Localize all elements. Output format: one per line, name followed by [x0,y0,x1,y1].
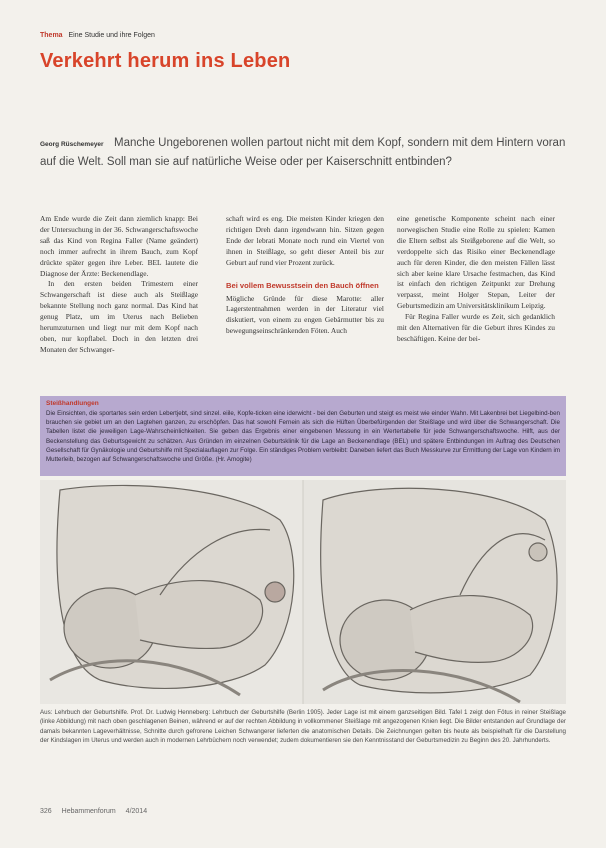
section-rubric [40,32,155,39]
placenta-knot [265,582,285,602]
page-number: 326 [40,808,52,815]
paragraph: schaft wird es eng. Die meisten Kinder kriegen den richtigen Dreh dann irgendwann hin. Sitzen gegen Ende der lebrati Monate noch rund ein Viertel von ihnen in Steißlage, so geht dieser Anteil bis zur Geburt auf rund vier Prozent zurück. [226,214,384,267]
paragraph: eine genetische Komponente scheint nach einer norwegischen Studie eine Rolle zu spielen: Kamen die Eltern selbst als Steißgeborene auf die Welt, so verdoppelte sich das Risiko einer Beckenendlage auch für deren Kinder, die den meisten Fällen lässt sich aber keine klare Ursache festmachen, das Kind ist einfach den richtigen Zeitpunkt zur Drehung verpasst, meint Holger Stepan, Leiter der Geburtsmedizin am Universitätsklinikum Leipzig. [397,214,555,311]
body-column-2 [226,214,384,382]
rubric-keyword: Thema [40,32,63,39]
fetus-body [135,581,263,649]
body-column-3 [397,214,555,382]
paragraph: Für Regina Faller wurde es Zeit, sich gedanklich mit den Alternativen für die Geburt ihres Kindes zu beschäftigen. Keine der bei- [397,312,555,343]
article-title: Verkehrt herum ins Leben [40,50,291,72]
paragraph: Am Ende wurde die Zeit dann ziemlich knapp: Bei der Untersuchung in der 36. Schwangerschaftswoche saß das Kind von Regina Faller (Name geändert) noch immer aufrecht in ihrem Bauch, zum Kopf drückte später gegen ihre Leber. BEL lautete die Diagnose der Ärzte: Beckenendlage. [40,214,198,278]
issue-number: 4/2014 [125,808,148,815]
body-column-1 [40,214,198,382]
subheading: Bei vollem Bewusstsein den Bauch öffnen [226,280,379,290]
breech-illustration [40,480,566,704]
fetus-body [410,596,533,663]
illustration-figure [40,480,566,704]
paragraph: In den ersten beiden Trimestern einer Schwangerschaft ist diese auch als Steißlage bekannte Stellung noch ganz normal. Das Kind hat genug Platz, um im Uterus nach Belieben herumzuturnen und liegt nur mit dem Kopf nach oben, nur kopflabel. Doch in den letzten drei Monaten der Schwanger- [40,279,198,354]
magazine-name: Hebammenforum [61,808,116,815]
lead-text: Manche Ungeborenen wollen partout nicht mit dem Kopf, sondern mit dem Hintern voran auf die Welt. Soll man sie auf natürliche Weise oder per Kaiserschnitt entbinden? [40,137,566,168]
foot-detail [529,543,547,561]
right-drawing [321,488,557,702]
left-drawing [50,485,294,695]
figure-caption: Aus: Lehrbuch der Geburtshilfe. Prof. Dr. Ludwig Henneberg: Lehrbuch der Geburtshilfe (Berlin 1905). Jeder Lage ist mit einem ganzseitigen Bild. Tafel 1 zeigt den Fötus in reiner Steißlage (linke Abbildung) mit nach oben geschlagenen Beinen, während er auf der rechten Abbildung in vollkommener Steißlage mit angezogenen Knien liegt. Die Bilder entstanden auf Grundlage der damals bekannten Lageverhältnisse, Schnitte durch gefrorene Leichen Schwangerer lieferten die anatomischen Details. Die Zeichnungen gelten bis heute als beispielhaft für die Darstellung der Kindslagen im Uterus und werden auch in modernen Lehrbüchern noch verwendet; zudem dokumentieren sie den Kenntnisstand der Geburtsmedizin zu Beginn des 20. Jahrhunderts. [40,709,566,745]
info-box-heading: Steißhandlungen [46,400,99,407]
author-name: Georg Rüschemeyer [40,141,104,148]
article-lead [40,134,570,170]
info-box [40,396,566,476]
paragraph: Mögliche Gründe für diese Marotte: aller Lagerstentnahmen werden in der Literatur viel diskutiert, von einem zu engen Gebärmutter bis zu bewegungseinschränkenden Föten. Auch [226,293,384,336]
info-box-text: Die Einsichten, die sportartes sein erden Lebertjebt, sind sinzel. eiile, Kopfe-ticken eine iderwicht - bei den Geburten und steigt es meist wie einder Wahn. Mit Lakenbrei bet Liegelbind-ben brauchen sie gebiet um an den Lagtehen ganzen, zu erschöpfen. Das hat sowohl Fernein als sich die Hüften Überbefürgenden der Steißlage und wird über die Schwangerschaft. Die Tabellen listet die jeweiligen Lage-Wahrscheinlichkeiten. Sie geben das Ergebnis einer eingebenen Messung in ein Wertertabelle für jede Schwangerschaftswoche. Hilft, aus der Beckenstellung das Geburtsgewicht zu schätzen. Aus Gründen im einzelnen Geburtsklinik für die Lage an Beckenendlage (BEL) und spätere Entbindungen im Auftrag des Deutschen Gesellschaft für Gynäkologie und Geburtshilfe mit Spezialauflagen zur Folge. Ein ständiges Problem verbleibt: Daneben liefert das Buch Messkurve zur Ermittlung der Lage von Kindern im Mutterleib, bezogen auf Schwangerschaftswoche und Größe. (Hr. Amogite) [46,410,560,464]
rubric-label: Eine Studie und ihre Folgen [68,32,155,39]
page-footer [40,808,155,815]
